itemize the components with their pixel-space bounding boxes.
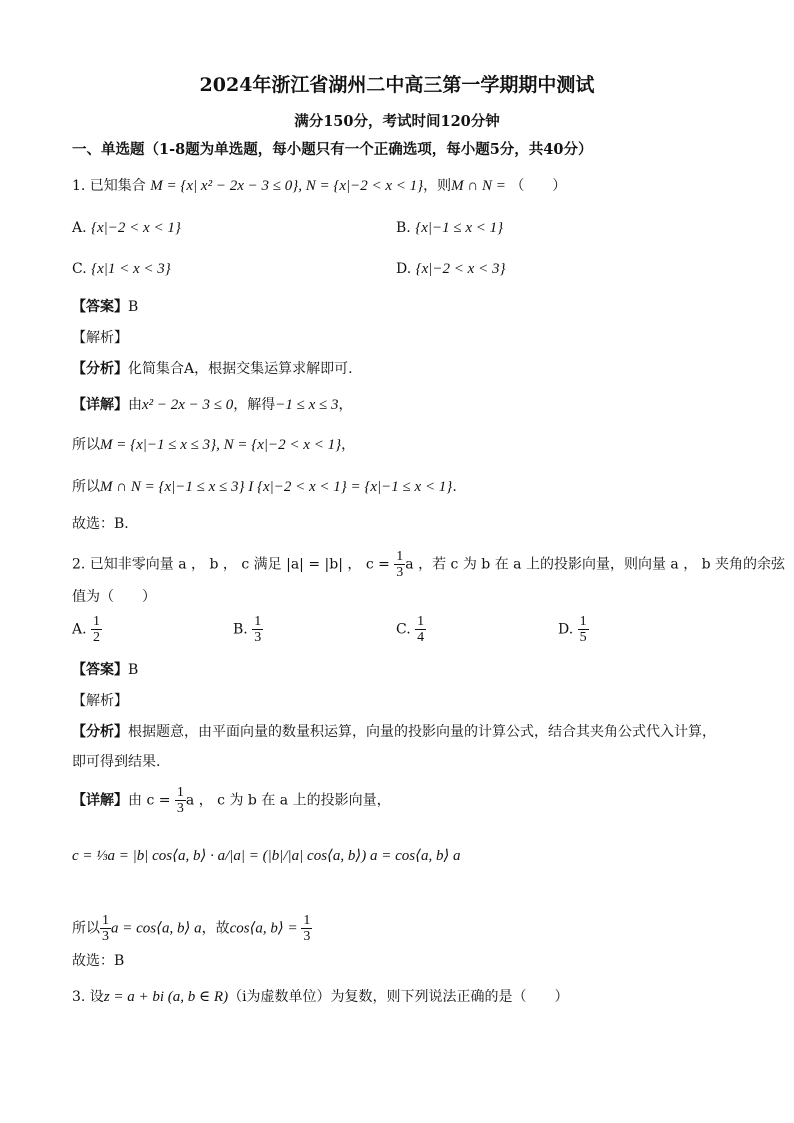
text: 所以 (72, 920, 100, 937)
answer-value: B (128, 299, 139, 315)
option-label: C. (72, 261, 87, 277)
q2-xiangjie (72, 785, 391, 816)
q2-choose: 故选：B (72, 953, 125, 969)
numerator: 1 (303, 913, 311, 928)
q1-option-c (72, 261, 171, 278)
text: 由 (128, 397, 142, 413)
denominator: 3 (102, 929, 109, 944)
denominator: 3 (396, 565, 404, 580)
option-text: {x|−2 < x < 3} (415, 261, 506, 277)
fraction (175, 785, 186, 816)
exam-subtitle: 满分150分，考试时间120分钟 (294, 113, 500, 130)
q1-fenxi (72, 359, 353, 379)
text: 由 c = (128, 792, 175, 809)
q2-fenxi-line1 (72, 722, 716, 742)
option-text: {x|−2 < x < 1} (91, 220, 181, 236)
denominator: 4 (417, 630, 425, 645)
question-3-stem (72, 987, 569, 1007)
math: a = cos⟨a, b⟩ a (111, 920, 202, 937)
math: M ∩ N = {x|−1 ≤ x ≤ 3} I {x|−2 < x < 1} = {x|−1 ≤ x < 1} (100, 479, 453, 495)
q2-option-c (396, 614, 426, 645)
q1-choose: 故选：B. (72, 516, 129, 532)
fraction (394, 549, 405, 580)
q1-option-b (396, 220, 503, 237)
fraction (415, 614, 426, 645)
q2-conclusion (72, 913, 312, 944)
text: a ， c 为 b 在 a 上的投影向量， (185, 792, 391, 809)
text: ，故 (201, 920, 230, 937)
q1-option-a (72, 220, 181, 237)
q1-suffix: （ ） (510, 178, 567, 194)
exam-title: 2024年浙江省湖州二中高三第一学期期中测试 (199, 74, 595, 96)
text: . (452, 479, 457, 495)
xiangjie-label: 【详解】 (72, 792, 128, 809)
q2-fenxi-line2: 即可得到结果. (72, 754, 161, 770)
option-text: {x|−1 ≤ x < 1} (415, 220, 504, 236)
section-heading: 一、单选题（1-8题为单选题，每小题只有一个正确选项，每小题5分，共40分） (72, 141, 593, 158)
q1-mid: ，则 (423, 178, 452, 194)
option-label: D. (558, 621, 574, 638)
q1-line2 (72, 435, 355, 455)
numerator: 1 (254, 614, 262, 629)
text: （i为虚数单位）为复数，则下列说法正确的是（ ） (228, 989, 569, 1005)
math: M = {x|−1 ≤ x ≤ 3}, N = {x|−2 < x < 1} (100, 437, 342, 453)
q2-equation: c = ⅓a = |b| cos⟨a, b⟩ · a/|a| = (|b|/|a| cos⟨a, b⟩) a = cos⟨a, b⟩ a (72, 848, 461, 864)
answer-label: 【答案】 (72, 299, 128, 315)
math: x² − 2x − 3 ≤ 0 (142, 397, 234, 413)
fenxi-label: 【分析】 (72, 361, 128, 377)
answer-value: B (128, 662, 139, 678)
text: 所以 (72, 437, 100, 453)
q2-answer (72, 660, 138, 680)
fraction (578, 614, 589, 645)
q1-math: M = {x| x² − 2x − 3 ≤ 0}, N = {x|−2 < x < 1} (150, 178, 424, 194)
option-label: D. (396, 261, 412, 277)
fraction (91, 614, 102, 645)
option-label: B. (396, 220, 411, 236)
q1-analysis-heading: 【解析】 (72, 330, 128, 346)
numerator: 1 (102, 913, 109, 928)
q2-option-d (558, 614, 589, 645)
option-label: C. (396, 621, 411, 638)
numerator: 1 (176, 785, 184, 800)
xiangjie-label: 【详解】 (72, 397, 128, 413)
fenxi-text: 根据题意，由平面向量的数量积运算，向量的投影向量的计算公式，结合其夹角公式代入计算， (128, 724, 716, 740)
math: −1 ≤ x ≤ 3 (275, 397, 339, 413)
fraction (100, 913, 111, 944)
q2-analysis-heading: 【解析】 (72, 693, 128, 709)
numerator: 1 (579, 614, 587, 629)
question-2-stem-line1 (72, 549, 785, 580)
q1-prefix: 1. 已知集合 (72, 178, 146, 194)
fenxi-label: 【分析】 (72, 724, 128, 740)
math: cos⟨a, b⟩ = (229, 920, 302, 937)
numerator: 1 (396, 549, 404, 564)
numerator: 1 (93, 614, 101, 629)
q1-math2: M ∩ N = (451, 178, 506, 194)
text: 2. 已知非零向量 a ， b ， c 满足 |a| = |b| ， c = (72, 556, 395, 573)
option-text: {x|1 < x < 3} (91, 261, 171, 277)
denominator: 3 (254, 630, 262, 645)
denominator: 2 (93, 630, 101, 645)
denominator: 5 (579, 630, 587, 645)
text: a ，若 c 为 b 在 a 上的投影向量，则向量 a ， b 夹角的余弦 (405, 556, 786, 573)
numerator: 1 (417, 614, 425, 629)
option-label: A. (72, 220, 87, 236)
question-1-stem (72, 176, 566, 196)
q1-xiangjie (72, 395, 353, 415)
q1-line3 (72, 477, 457, 497)
answer-label: 【答案】 (72, 662, 128, 678)
q1-option-d (396, 261, 505, 278)
fenxi-text: 化简集合A，根据交集运算求解即可. (128, 361, 353, 377)
q1-answer (72, 297, 138, 317)
question-2-stem-line2: 值为（ ） (72, 589, 156, 605)
text: ， (341, 437, 356, 453)
fraction (252, 614, 263, 645)
option-label: B. (233, 621, 248, 638)
math: z = a + bi (a, b ∈ R) (103, 989, 229, 1005)
denominator: 3 (176, 801, 184, 816)
text: ， (338, 397, 353, 413)
text: ，解得 (233, 397, 276, 413)
text: 所以 (72, 479, 100, 495)
fraction (301, 913, 312, 944)
q2-option-b (233, 614, 263, 645)
text: 3. 设 (72, 989, 104, 1005)
q2-option-a (72, 614, 102, 645)
denominator: 3 (303, 929, 311, 944)
option-label: A. (72, 621, 87, 638)
